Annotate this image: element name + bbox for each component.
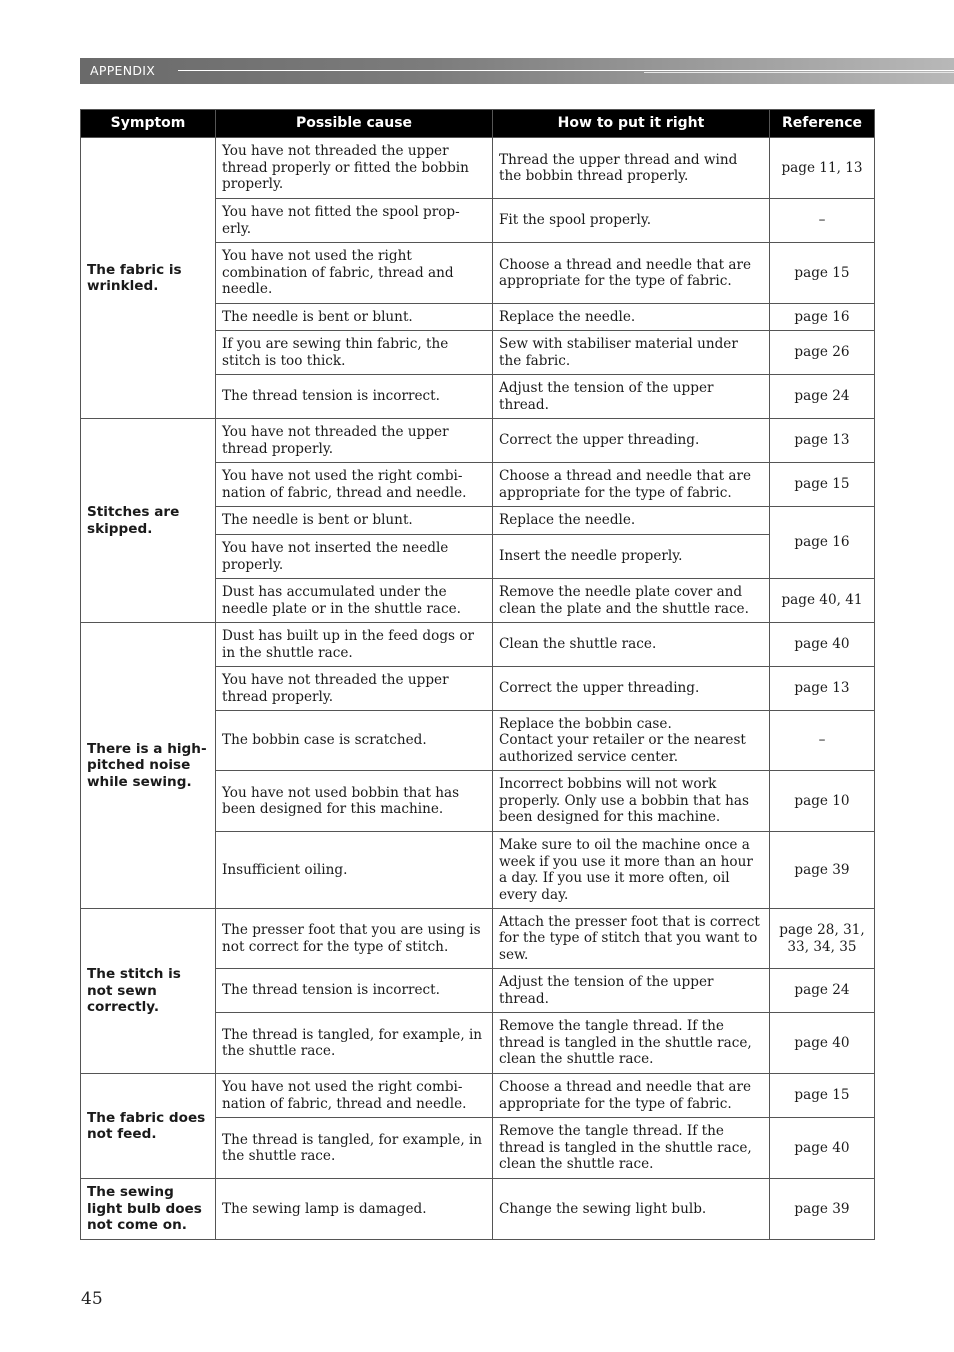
symptom-cell: The fabric is wrinkled. — [81, 138, 216, 419]
fix-cell: Choose a thread and needle that are appropriate for the type of fabric. — [493, 1074, 770, 1118]
column-header-cause: Possible cause — [216, 110, 493, 138]
fix-cell: Clean the shuttle race. — [493, 623, 770, 667]
fix-cell: Replace the needle. — [493, 507, 770, 535]
cause-cell: You have not used the right combi-nation of fabric, thread and needle. — [216, 463, 493, 507]
cause-cell: The bobbin case is scratched. — [216, 711, 493, 771]
table-row — [81, 623, 875, 667]
reference-cell: page 15 — [770, 1074, 875, 1118]
fix-cell: Incorrect bobbins will not work properly. Only use a bobbin that has been designed for this machine. — [493, 771, 770, 832]
fix-cell: Adjust the tension of the upper thread. — [493, 969, 770, 1013]
reference-cell: page 16 — [770, 304, 875, 331]
symptom-cell: The stitch is not sewn correctly. — [81, 909, 216, 1074]
cause-cell: You have not inserted the needle properly. — [216, 535, 493, 579]
reference-cell: – — [770, 199, 875, 243]
cause-cell: The thread is tangled, for example, in the shuttle race. — [216, 1118, 493, 1179]
reference-cell: page 15 — [770, 243, 875, 304]
table-header-row — [81, 110, 875, 138]
table-row — [81, 1074, 875, 1118]
section-header-bar — [80, 58, 954, 84]
fix-cell: Choose a thread and needle that are appropriate for the type of fabric. — [493, 243, 770, 304]
fix-cell: Correct the upper threading. — [493, 419, 770, 463]
reference-cell: page 10 — [770, 771, 875, 832]
symptom-cell: There is a high-pitched noise while sewing. — [81, 623, 216, 909]
fix-cell: Remove the tangle thread. If the thread is tangled in the shuttle race, clean the shuttle race. — [493, 1013, 770, 1074]
cause-cell: You have not used the right combination of fabric, thread and needle. — [216, 243, 493, 304]
cause-cell: The thread tension is incorrect. — [216, 375, 493, 419]
cause-cell: If you are sewing thin fabric, the stitch is too thick. — [216, 331, 493, 375]
fix-cell: Sew with stabiliser material under the fabric. — [493, 331, 770, 375]
fix-cell: Attach the presser foot that is correct for the type of stitch that you want to sew. — [493, 909, 770, 969]
reference-cell: page 40 — [770, 1118, 875, 1179]
fix-cell: Insert the needle properly. — [493, 535, 770, 579]
header-rule-secondary — [644, 72, 954, 73]
fix-cell: Remove the tangle thread. If the thread is tangled in the shuttle race, clean the shuttle race. — [493, 1118, 770, 1179]
fix-cell: Fit the spool properly. — [493, 199, 770, 243]
cause-cell: You have not used bobbin that has been designed for this machine. — [216, 771, 493, 832]
reference-cell: page 39 — [770, 832, 875, 909]
header-rule — [178, 70, 954, 71]
reference-cell: page 16 — [770, 507, 875, 579]
reference-cell: page 40 — [770, 1013, 875, 1074]
fix-cell: Thread the upper thread and wind the bobbin thread properly. — [493, 138, 770, 199]
reference-cell: page 13 — [770, 419, 875, 463]
column-header-fix: How to put it right — [493, 110, 770, 138]
reference-cell: page 40, 41 — [770, 579, 875, 623]
column-header-reference: Reference — [770, 110, 875, 138]
fix-cell: Change the sewing light bulb. — [493, 1179, 770, 1240]
cause-cell: The thread tension is incorrect. — [216, 969, 493, 1013]
table-row — [81, 909, 875, 969]
cause-cell: You have not threaded the upper thread properly or fitted the bobbin properly. — [216, 138, 493, 199]
cause-cell: Dust has built up in the feed dogs or in the shuttle race. — [216, 623, 493, 667]
symptom-cell: The sewing light bulb does not come on. — [81, 1179, 216, 1240]
page-number: 45 — [81, 1289, 103, 1309]
cause-cell: The needle is bent or blunt. — [216, 507, 493, 535]
table-row — [81, 138, 875, 199]
column-header-symptom: Symptom — [81, 110, 216, 138]
cause-cell: You have not threaded the upper thread properly. — [216, 419, 493, 463]
reference-cell: page 24 — [770, 969, 875, 1013]
reference-cell: – — [770, 711, 875, 771]
fix-cell: Make sure to oil the machine once a week if you use it more than an hour a day. If you use it more often, oil every day. — [493, 832, 770, 909]
table-row — [81, 419, 875, 463]
reference-cell: page 28, 31, 33, 34, 35 — [770, 909, 875, 969]
cause-cell: Insufficient oiling. — [216, 832, 493, 909]
cause-cell: The thread is tangled, for example, in the shuttle race. — [216, 1013, 493, 1074]
reference-cell: page 26 — [770, 331, 875, 375]
troubleshooting-table — [80, 109, 875, 1240]
fix-cell: Choose a thread and needle that are appropriate for the type of fabric. — [493, 463, 770, 507]
cause-cell: The sewing lamp is damaged. — [216, 1179, 493, 1240]
fix-cell: Remove the needle plate cover and clean the plate and the shuttle race. — [493, 579, 770, 623]
symptom-cell: Stitches are skipped. — [81, 419, 216, 623]
fix-cell: Replace the needle. — [493, 304, 770, 331]
cause-cell: Dust has accumulated under the needle plate or in the shuttle race. — [216, 579, 493, 623]
cause-cell: You have not fitted the spool prop-erly. — [216, 199, 493, 243]
fix-cell: Correct the upper threading. — [493, 667, 770, 711]
section-title: APPENDIX — [90, 63, 156, 78]
reference-cell: page 11, 13 — [770, 138, 875, 199]
cause-cell: You have not used the right combi-nation of fabric, thread and needle. — [216, 1074, 493, 1118]
table-row — [81, 1179, 875, 1240]
reference-cell: page 15 — [770, 463, 875, 507]
cause-cell: The presser foot that you are using is not correct for the type of stitch. — [216, 909, 493, 969]
cause-cell: You have not threaded the upper thread properly. — [216, 667, 493, 711]
reference-cell: page 40 — [770, 623, 875, 667]
fix-cell: Replace the bobbin case. Contact your retailer or the nearest authorized service center. — [493, 711, 770, 771]
reference-cell: page 13 — [770, 667, 875, 711]
reference-cell: page 24 — [770, 375, 875, 419]
reference-cell: page 39 — [770, 1179, 875, 1240]
fix-cell: Adjust the tension of the upper thread. — [493, 375, 770, 419]
cause-cell: The needle is bent or blunt. — [216, 304, 493, 331]
symptom-cell: The fabric does not feed. — [81, 1074, 216, 1179]
